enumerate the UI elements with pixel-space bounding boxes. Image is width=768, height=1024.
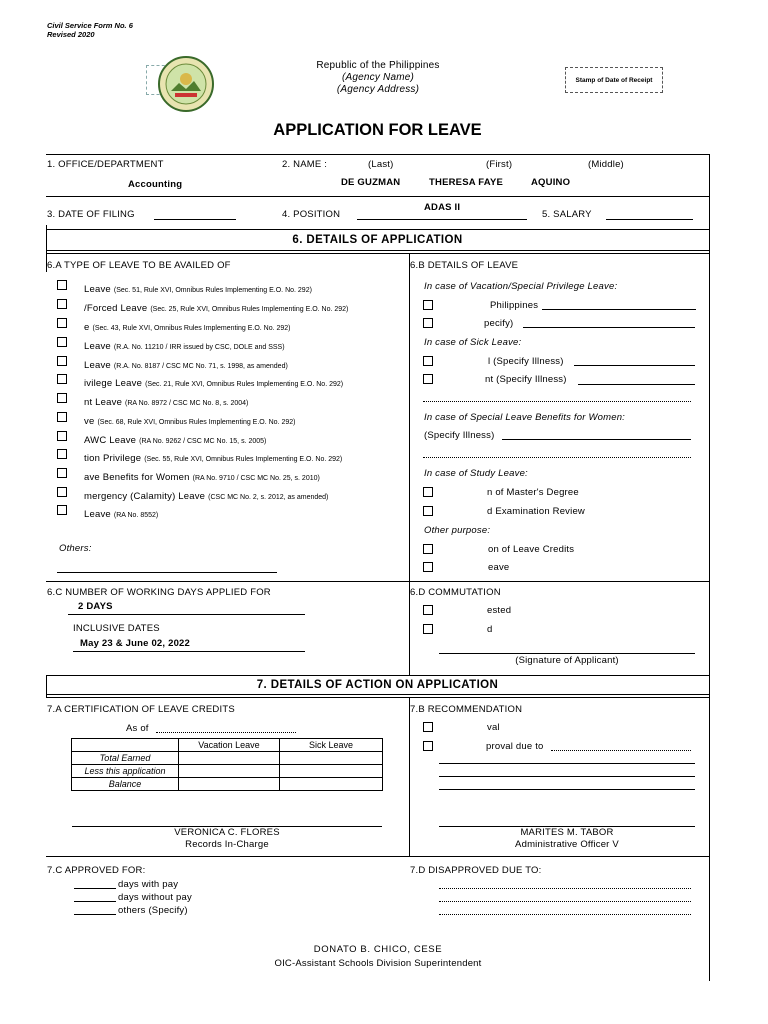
leave-type-reference: (Sec. 25, Rule XVI, Omnibus Rules Implementing E.O. No. 292): [150, 306, 349, 313]
vacation-within-checkbox[interactable]: [423, 300, 433, 310]
position-label: 4. POSITION: [282, 209, 341, 220]
leave-type-item: [84, 486, 408, 504]
section6a-title: 6.A TYPE OF LEAVE TO BE AVAILED OF: [47, 260, 231, 271]
leave-type-checkbox[interactable]: [57, 431, 67, 441]
other-purpose-heading: Other purpose:: [424, 525, 491, 536]
row-balance: Balance: [72, 778, 179, 791]
leave-type-item: [84, 392, 408, 410]
leave-type-checkbox[interactable]: [57, 280, 67, 290]
leave-type-checkbox[interactable]: [57, 412, 67, 422]
first-value: THERESA FAYE: [429, 177, 504, 188]
others-label: Others:: [59, 543, 92, 554]
leave-type-item: [84, 467, 408, 485]
section7c-title: 7.C APPROVED FOR:: [47, 865, 146, 876]
women-specify-label: (Specify Illness): [424, 430, 495, 441]
leave-type-item: [84, 279, 408, 297]
cell-balance-vacation[interactable]: [179, 778, 280, 791]
row-less-application: Less this application: [72, 765, 179, 778]
inclusive-dates-label: INCLUSIVE DATES: [73, 623, 160, 634]
last-value: DE GUZMAN: [341, 177, 401, 188]
leave-type-label: /Forced Leave: [84, 303, 148, 314]
border-top: [46, 154, 709, 155]
vacation-within-field[interactable]: [542, 309, 696, 310]
sick-outpatient-checkbox[interactable]: [423, 374, 433, 384]
records-title: Records In-Charge: [185, 839, 269, 850]
leave-type-item: [84, 336, 408, 354]
section6c-title: 6.C NUMBER OF WORKING DAYS APPLIED FOR: [47, 587, 271, 598]
leave-type-item: [84, 317, 408, 335]
leave-type-item: [84, 504, 408, 522]
sick-hospital-label: l (Specify Illness): [488, 356, 564, 367]
cell-total-sick[interactable]: [280, 752, 383, 765]
leave-type-reference: (R.A. No. 11210 / IRR issued by CSC, DOLE and SSS): [113, 344, 285, 351]
leave-type-reference: (RA No. 9262 / CSC MC No. 15, s. 2005): [139, 438, 267, 445]
others-specify-label: others (Specify): [118, 905, 188, 916]
leave-type-checkbox[interactable]: [57, 393, 67, 403]
cell-balance-sick[interactable]: [280, 778, 383, 791]
sick-outpatient-label: nt (Specify Illness): [485, 374, 567, 385]
study-masters-checkbox[interactable]: [423, 487, 433, 497]
women-specify-field[interactable]: [502, 439, 691, 440]
commutation-requested-checkbox[interactable]: [423, 624, 433, 634]
sick-hospital-checkbox[interactable]: [423, 356, 433, 366]
signature-label: (Signature of Applicant): [515, 655, 619, 666]
leave-type-checkbox[interactable]: [57, 505, 67, 515]
agency-address: (Agency Address): [336, 84, 420, 95]
date-filing-label: 3. DATE OF FILING: [47, 209, 135, 220]
leave-credits-table: [71, 738, 383, 791]
position-value: ADAS II: [424, 202, 461, 213]
page-title: APPLICATION FOR LEAVE: [273, 121, 482, 139]
leave-type-label: Leave: [84, 509, 111, 520]
section7d-title: 7.D DISAPPROVED DUE TO:: [410, 865, 542, 876]
middle-value: AQUINO: [531, 177, 571, 188]
leave-type-label: mergency (Calamity) Leave: [84, 491, 206, 502]
leave-type-checkbox[interactable]: [57, 449, 67, 459]
office-label: 1. OFFICE/DEPARTMENT: [47, 159, 164, 170]
days-applied-field[interactable]: [68, 614, 305, 615]
recommend-approval-label: val: [487, 722, 500, 733]
leave-type-reference: (Sec. 51, Rule XVI, Omnibus Rules Implementing E.O. No. 292): [113, 287, 312, 294]
leave-type-item: [84, 430, 408, 448]
leave-type-label: tion Privilege: [84, 453, 142, 464]
days-applied-value: 2 DAYS: [78, 601, 113, 612]
signatory-title: OIC-Assistant Schools Division Superintendent: [274, 958, 482, 969]
leave-type-reference: (RA No. 8972 / CSC MC No. 8, s. 2004): [125, 400, 249, 407]
leave-type-item: [84, 355, 408, 373]
row-total-earned: Total Earned: [72, 752, 179, 765]
stamp-box: Stamp of Date of Receipt: [565, 67, 663, 93]
study-masters-label: n of Master's Degree: [487, 487, 579, 498]
leave-type-label: e: [84, 322, 90, 333]
vacation-within-label: Philippines: [490, 300, 539, 311]
leave-type-checkbox[interactable]: [57, 374, 67, 384]
position-field[interactable]: [357, 219, 527, 220]
section7-title: 7. DETAILS OF ACTION ON APPLICATION: [256, 679, 499, 691]
middle-label: (Middle): [588, 159, 624, 170]
commutation-not-requested-label: ested: [487, 605, 512, 616]
leave-type-label: ve: [84, 416, 95, 427]
study-heading: In case of Study Leave:: [424, 468, 528, 479]
leave-type-label: ave Benefits for Women: [84, 472, 190, 483]
days-without-pay-label: days without pay: [118, 892, 192, 903]
leave-type-label: Leave: [84, 360, 111, 371]
days-without-pay-field[interactable]: [74, 901, 116, 902]
others-field[interactable]: [57, 572, 277, 573]
inclusive-dates-field[interactable]: [73, 651, 305, 652]
republic-label: Republic of the Philippines: [316, 60, 440, 71]
commutation-not-requested-checkbox[interactable]: [423, 605, 433, 615]
vacation-heading: In case of Vacation/Special Privilege Leave:: [424, 281, 618, 292]
form-id: Civil Service Form No. 6 Revised 2020: [47, 21, 133, 39]
section6b-title: 6.B DETAILS OF LEAVE: [410, 260, 519, 271]
vacation-abroad-label: pecify): [484, 318, 514, 329]
first-label: (First): [486, 159, 513, 170]
vacation-abroad-field[interactable]: [523, 327, 695, 328]
leave-type-reference: (Sec. 55, Rule XVI, Omnibus Rules Implementing E.O. No. 292): [144, 456, 343, 463]
leave-type-reference: (Sec. 68, Rule XVI, Omnibus Rules Implementing E.O. No. 292): [97, 419, 296, 426]
cell-less-sick[interactable]: [280, 765, 383, 778]
study-bar-label: d Examination Review: [487, 506, 585, 517]
monetization-checkbox[interactable]: [423, 544, 433, 554]
vacation-abroad-checkbox[interactable]: [423, 318, 433, 328]
date-filing-field[interactable]: [154, 219, 236, 220]
signatory-name: DONATO B. CHICO, CESE: [313, 944, 443, 955]
as-of-field[interactable]: [156, 732, 296, 733]
divider-6: [409, 253, 410, 675]
border-right: [709, 154, 710, 981]
recommend-approval-checkbox[interactable]: [423, 722, 433, 732]
admin-name: MARITES M. TABOR: [520, 827, 614, 838]
others-specify-field[interactable]: [74, 914, 116, 915]
leave-type-item: [84, 298, 408, 316]
leave-type-reference: (CSC MC No. 2, s. 2012, as amended): [208, 494, 329, 501]
sick-outpatient-field[interactable]: [578, 384, 695, 385]
commutation-requested-label: d: [487, 624, 493, 635]
leave-type-label: Leave: [84, 341, 111, 352]
sick-heading: In case of Sick Leave:: [424, 337, 522, 348]
inclusive-dates-value: May 23 & June 02, 2022: [80, 638, 191, 649]
leave-type-reference: (Sec. 43, Rule XVI, Omnibus Rules Implementing E.O. No. 292): [92, 325, 291, 332]
section7b-title: 7.B RECOMMENDATION: [410, 704, 523, 715]
leave-type-reference: (R.A. No. 8187 / CSC MC No. 71, s. 1998, as amended): [113, 363, 288, 370]
section6-title: 6. DETAILS OF APPLICATION: [292, 234, 463, 246]
sick-hospital-field[interactable]: [574, 365, 695, 366]
days-with-pay-label: days with pay: [118, 879, 179, 890]
leave-type-checkbox[interactable]: [57, 356, 67, 366]
leave-type-item: [84, 373, 408, 391]
name-label: 2. NAME :: [282, 159, 328, 170]
col-vacation-leave: Vacation Leave: [179, 739, 280, 752]
salary-label: 5. SALARY: [542, 209, 592, 220]
women-heading: In case of Special Leave Benefits for Women:: [424, 412, 626, 423]
salary-field[interactable]: [606, 219, 693, 220]
as-of-label: As of: [126, 723, 149, 734]
study-bar-checkbox[interactable]: [423, 506, 433, 516]
last-label: (Last): [368, 159, 394, 170]
recommend-disapproval-checkbox[interactable]: [423, 741, 433, 751]
cell-less-vacation[interactable]: [179, 765, 280, 778]
leave-type-label: ivilege Leave: [84, 378, 143, 389]
records-name: VERONICA C. FLORES: [174, 827, 280, 838]
terminal-leave-label: eave: [488, 562, 510, 573]
leave-type-checkbox[interactable]: [57, 468, 67, 478]
signature-line[interactable]: [439, 653, 695, 654]
section7a-title: 7.A CERTIFICATION OF LEAVE CREDITS: [47, 704, 235, 715]
divider-7: [409, 697, 410, 856]
leave-type-label: nt Leave: [84, 397, 123, 408]
leave-type-label: AWC Leave: [84, 435, 137, 446]
admin-title: Administrative Officer V: [515, 839, 619, 850]
section6d-title: 6.D COMMUTATION: [410, 587, 501, 598]
agency-name: (Agency Name): [341, 72, 415, 83]
seal-icon: [157, 55, 215, 113]
leave-type-checkbox[interactable]: [57, 487, 67, 497]
monetization-label: on of Leave Credits: [488, 544, 575, 555]
leave-type-label: Leave: [84, 284, 111, 295]
leave-type-checkbox[interactable]: [57, 337, 67, 347]
leave-type-checkbox[interactable]: [57, 299, 67, 309]
cell-total-vacation[interactable]: [179, 752, 280, 765]
terminal-leave-checkbox[interactable]: [423, 562, 433, 572]
office-value: Accounting: [128, 179, 183, 190]
col-sick-leave: Sick Leave: [280, 739, 383, 752]
leave-type-reference: (Sec. 21, Rule XVI, Omnibus Rules Implementing E.O. No. 292): [145, 381, 344, 388]
leave-type-item: [84, 448, 408, 466]
leave-type-reference: (RA No. 9710 / CSC MC No. 25, s. 2010): [192, 475, 320, 482]
leave-type-item: [84, 411, 408, 429]
days-with-pay-field[interactable]: [74, 888, 116, 889]
leave-type-checkbox[interactable]: [57, 318, 67, 328]
leave-type-reference: (RA No. 8552): [113, 512, 159, 519]
recommend-disapproval-label: proval due to: [486, 741, 544, 752]
